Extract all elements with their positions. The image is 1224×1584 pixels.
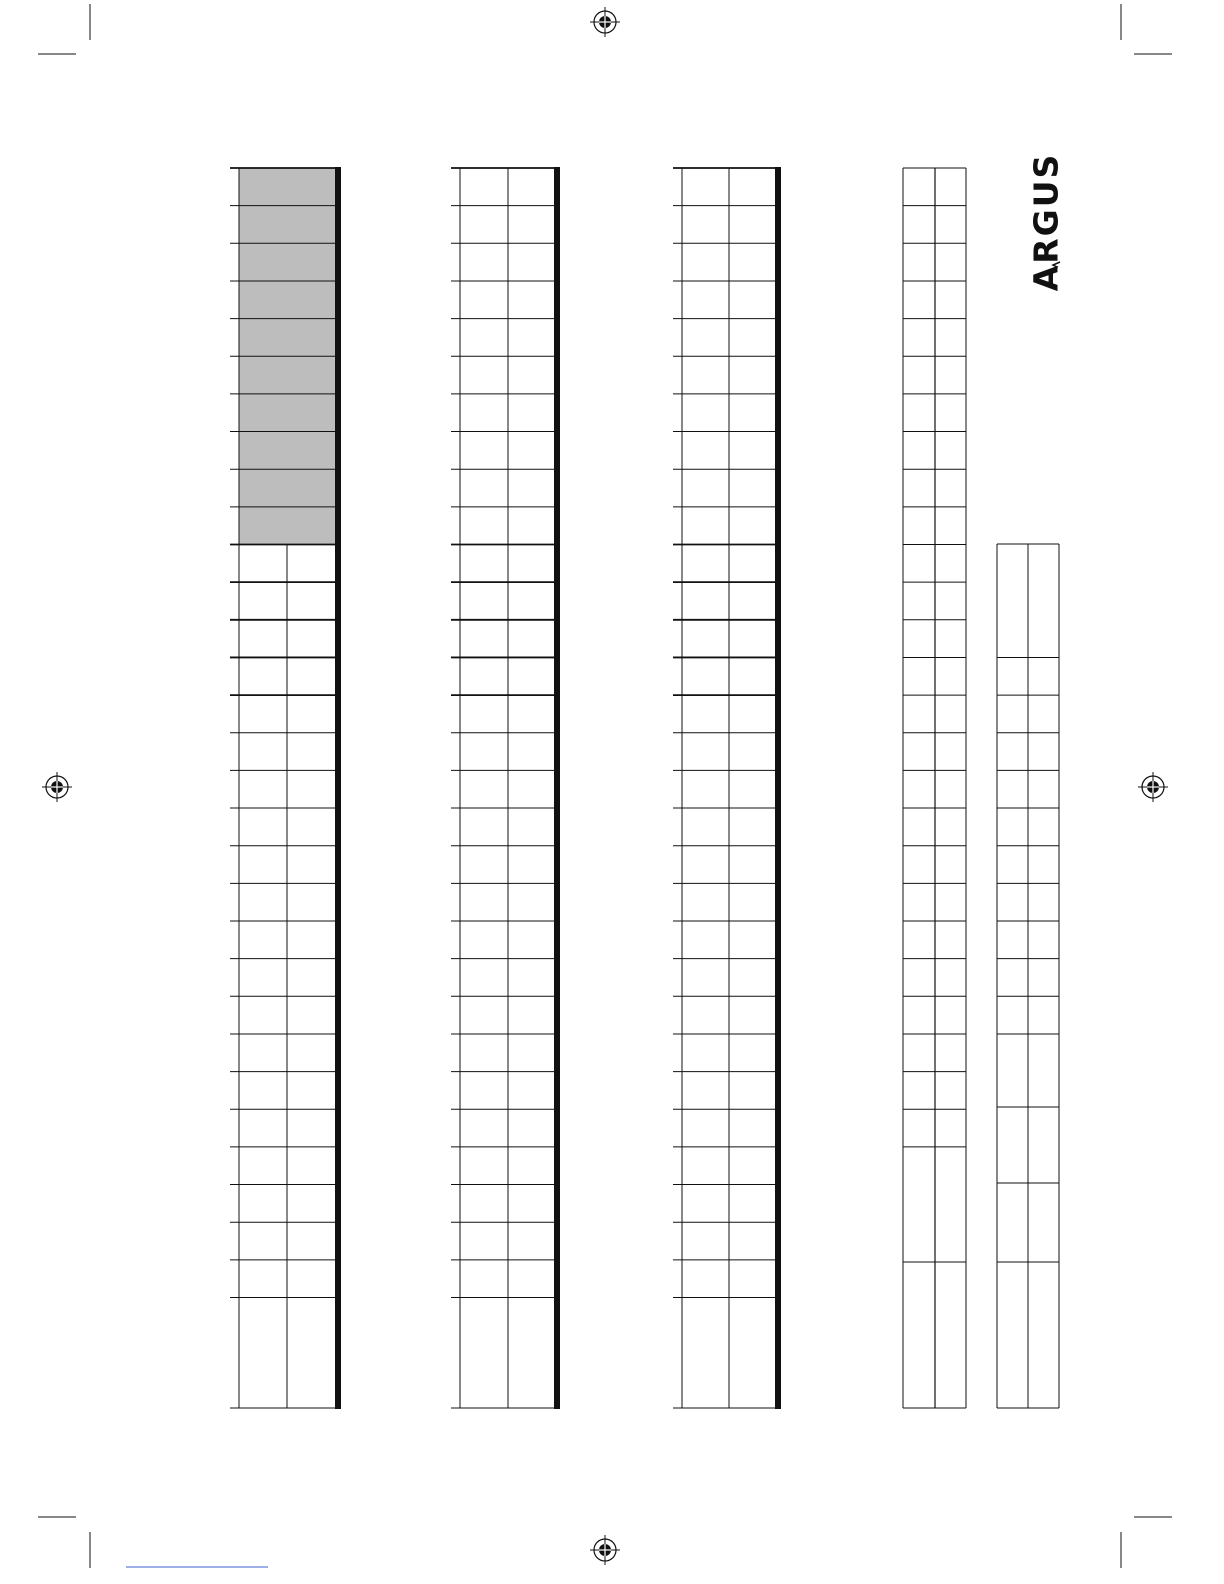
- crop-marks: [38, 4, 1172, 1568]
- grid-table-short: [997, 544, 1059, 1408]
- registration-targets: [42, 7, 1168, 1565]
- grid-table-3: [673, 167, 781, 1409]
- registration-target-icon: [42, 772, 72, 802]
- grid-table-narrow: [903, 168, 966, 1408]
- registration-target-icon: [1138, 772, 1168, 802]
- heavy-edge: [775, 167, 781, 1409]
- grid-table-2: [451, 167, 560, 1409]
- argus-logo-text: ARGUS: [1026, 152, 1066, 292]
- heavy-edge: [554, 167, 560, 1409]
- registration-target-icon: [590, 7, 620, 37]
- heavy-edge: [335, 167, 341, 1409]
- grid-table-shaded: [230, 167, 341, 1409]
- argus-logo: [1027, 153, 1066, 292]
- registration-target-icon: [590, 1535, 620, 1565]
